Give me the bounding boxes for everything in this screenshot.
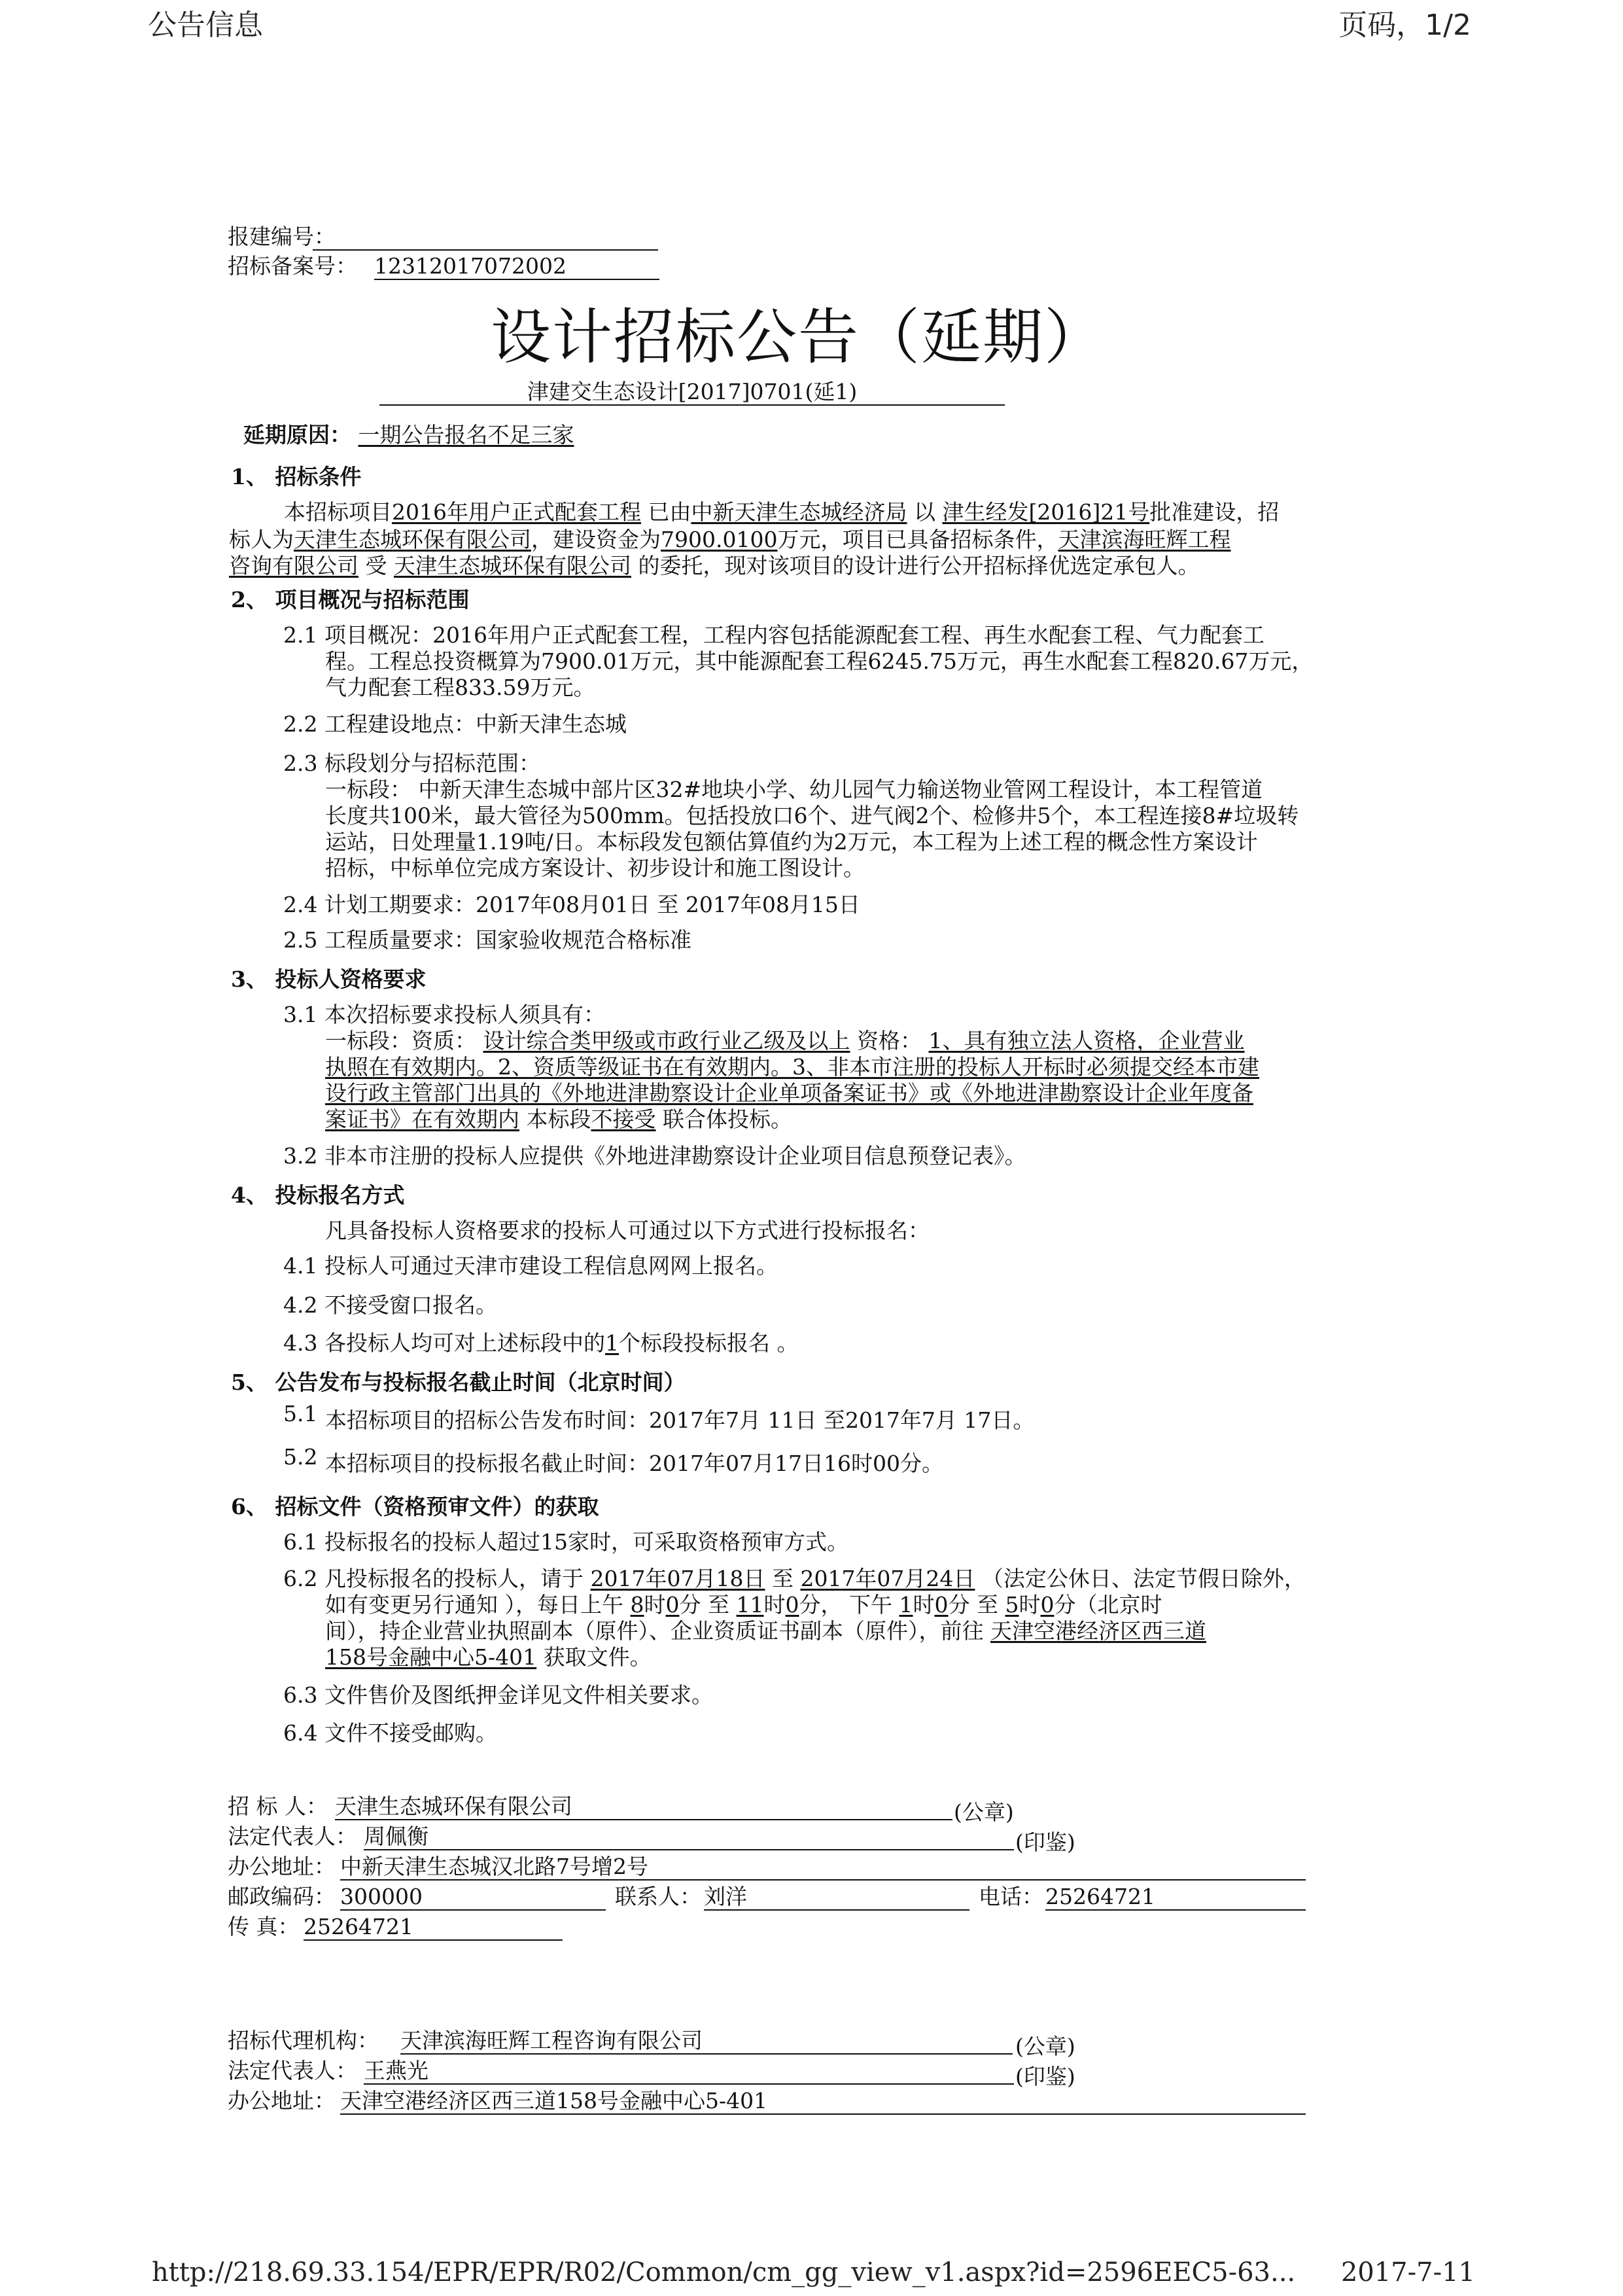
tenderer-zip-label: 邮政编码： bbox=[228, 1884, 336, 1909]
section-2-heading: 2、 项目概况与招标范围 bbox=[231, 587, 470, 612]
tenderer-name: 天津生态城环保有限公司 bbox=[335, 1795, 952, 1820]
document-number: 津建交生态设计[2017]0701(延1) bbox=[379, 381, 1005, 406]
tenderer-name-seal: (公章) bbox=[954, 1799, 1014, 1825]
s1-line-2: 标人为天津生态城环保有限公司，建设资金为7900.0100万元，项目已具备招标条件，天津滨海旺辉工程 bbox=[229, 527, 1231, 552]
zbba-label: 招标备案号： bbox=[228, 253, 357, 279]
s3-line-2: 执照在有效期内。2、资质等级证书在有效期内。3、非本市注册的投标人开标时必须提交经本市建 bbox=[325, 1054, 1259, 1080]
header-left: 公告信息 bbox=[148, 9, 263, 42]
s2-3-line-1: 一标段： 中新天津生态城中部片区32#地块小学、幼儿园气力输送物业管网工程设计，本工程管道 bbox=[325, 777, 1263, 802]
s6-2-line-3: 间），持企业营业执照副本（原件）、企业资质证书副本（原件），前往 天津空港经济区西三道 bbox=[325, 1618, 1206, 1644]
s4-1: 4.1 投标人可通过天津市建设工程信息网网上报名。 bbox=[283, 1253, 778, 1279]
s2-1-line-2: 程。工程总投资概算为7900.01万元，其中能源配套工程6245.75万元，再生水配套工程820.67万元， bbox=[325, 648, 1314, 674]
s4-2: 4.2 不接受窗口报名。 bbox=[283, 1292, 497, 1318]
tenderer-rep: 周佩衡 bbox=[364, 1826, 1014, 1850]
footer-date: 2017-7-11 bbox=[1340, 2257, 1475, 2287]
agent-name-seal: (公章) bbox=[1015, 2034, 1075, 2059]
s2-3-line-3: 运站，日处理量1.19吨/日。本标段发包额估算值约为2万元，本工程为上述工程的概念性方案设计 bbox=[325, 829, 1258, 855]
s6-1: 6.1 投标报名的投标人超过15家时，可采取资格预审方式。 bbox=[283, 1529, 848, 1555]
agent-addr: 天津空港经济区西三道158号金融中心5-401 bbox=[340, 2090, 1306, 2115]
bjbh-value bbox=[313, 226, 658, 251]
s2-3-line-2: 长度共100米，最大管径为500mm。包括投放口6个、进气阀2个、检修井5个，本工程连接8#垃圾转 bbox=[325, 803, 1299, 828]
tenderer-rep-seal: (印鉴) bbox=[1015, 1829, 1075, 1855]
tenderer-tel: 25264721 bbox=[1045, 1886, 1306, 1911]
tenderer-tel-label: 电话： bbox=[979, 1884, 1043, 1909]
s3-line-1: 一标段：资质： 设计综合类甲级或市政行业乙级及以上 资格： 1、具有独立法人资格，企业营业 bbox=[325, 1028, 1245, 1053]
section-6-heading: 6、 招标文件（资格预审文件）的获取 bbox=[231, 1494, 599, 1519]
s5-2: 本招标项目的投标报名截止时间：2017年07月17日16时00分。 bbox=[325, 1451, 943, 1476]
s2-5: 2.5 工程质量要求：国家验收规范合格标准 bbox=[283, 927, 691, 953]
tenderer-addr-label: 办公地址： bbox=[228, 1854, 336, 1879]
s3-2: 3.2 非本市注册的投标人应提供《外地进津勘察设计企业项目信息预登记表》。 bbox=[283, 1143, 1026, 1169]
tenderer-fax: 25264721 bbox=[304, 1916, 563, 1941]
s3-line-3: 设行政主管部门出具的《外地进津勘察设计企业单项备案证书》或《外地进津勘察设计企业年度备 bbox=[325, 1080, 1253, 1106]
footer-url: http://218.69.33.154/EPR/EPR/R02/Common/cm_gg_view_v1.aspx?id=2596EEC5-63... bbox=[152, 2257, 1296, 2287]
s4-3: 4.3 各投标人均可对上述标段中的1个标段投标报名 。 bbox=[283, 1330, 799, 1356]
section-3-heading: 3、 投标人资格要求 bbox=[231, 966, 427, 992]
s5-1-number: 5.1 bbox=[283, 1401, 318, 1426]
section-1-heading: 1、 招标条件 bbox=[231, 464, 362, 489]
s6-2-line-4: 158号金融中心5-401 获取文件。 bbox=[325, 1644, 652, 1670]
section-4-heading: 4、 投标报名方式 bbox=[231, 1182, 405, 1208]
s1-line-3: 咨询有限公司 受 天津生态城环保有限公司 的委托，现对该项目的设计进行公开招标择优选定承包人。 bbox=[229, 553, 1200, 578]
bjbh-label: 报建编号： bbox=[228, 224, 336, 249]
tenderer-contact-label: 联系人： bbox=[615, 1884, 701, 1909]
agent-rep: 王燕光 bbox=[364, 2060, 1014, 2085]
agent-addr-label: 办公地址： bbox=[228, 2088, 336, 2113]
page-title: 设计招标公告（延期） bbox=[491, 302, 1106, 372]
s2-3-heading: 2.3 标段划分与招标范围： bbox=[283, 751, 540, 776]
s3-line-4: 案证书》在有效期内 本标段不接受 联合体投标。 bbox=[325, 1106, 792, 1132]
s6-2-line-1: 6.2 凡投标报名的投标人，请于 2017年07月18日 至 2017年07月24日 （法定公休日、法定节假日除外， bbox=[283, 1566, 1306, 1591]
header-page-number: 页码，1/2 bbox=[1338, 9, 1471, 42]
agent-name: 天津滨海旺辉工程咨询有限公司 bbox=[400, 2030, 1013, 2055]
s2-2: 2.2 工程建设地点：中新天津生态城 bbox=[283, 711, 627, 737]
agent-name-label: 招标代理机构： bbox=[228, 2028, 379, 2053]
agent-rep-label: 法定代表人： bbox=[228, 2058, 357, 2083]
s5-1: 本招标项目的招标公告发布时间：2017年7月 11日 至2017年7月 17日。 bbox=[325, 1407, 1035, 1433]
tenderer-fax-label: 传 真： bbox=[228, 1914, 300, 1939]
s1-line-1: 本招标项目2016年用户正式配套工程 已由中新天津生态城经济局 以 津生经发[2016]21号批准建设，招 bbox=[284, 499, 1280, 525]
tenderer-addr: 中新天津生态城汉北路7号增2号 bbox=[340, 1856, 1306, 1881]
tenderer-zip: 300000 bbox=[340, 1886, 606, 1911]
s3-1: 3.1 本次招标要求投标人须具有： bbox=[283, 1002, 605, 1027]
delay-reason-label: 延期原因： bbox=[243, 422, 351, 448]
s6-4: 6.4 文件不接受邮购。 bbox=[283, 1720, 497, 1746]
s2-1-line-1: 2.1 项目概况：2016年用户正式配套工程，工程内容包括能源配套工程、再生水配套工程、气力配套工 bbox=[283, 622, 1265, 648]
delay-reason-value: 一期公告报名不足三家 bbox=[358, 422, 574, 448]
agent-rep-seal: (印鉴) bbox=[1015, 2064, 1075, 2089]
tenderer-contact: 刘洋 bbox=[704, 1886, 969, 1911]
s4-intro: 凡具备投标人资格要求的投标人可通过以下方式进行投标报名： bbox=[325, 1218, 930, 1243]
s2-1-line-3: 气力配套工程833.59万元。 bbox=[325, 675, 595, 700]
s5-2-number: 5.2 bbox=[283, 1444, 318, 1470]
s2-3-line-4: 招标，中标单位完成方案设计、初步设计和施工图设计。 bbox=[325, 855, 865, 881]
s2-4: 2.4 计划工期要求：2017年08月01日 至 2017年08月15日 bbox=[283, 892, 860, 917]
s6-3: 6.3 文件售价及图纸押金详见文件相关要求。 bbox=[283, 1682, 713, 1708]
tenderer-name-label: 招 标 人： bbox=[228, 1793, 328, 1819]
tenderer-rep-label: 法定代表人： bbox=[228, 1824, 357, 1849]
s6-2-line-2: 如有变更另行通知 ），每日上午 8时0分 至 11时0分， 下午 1时0分 至 5时0分（北京时 bbox=[325, 1592, 1162, 1617]
zbba-value: 12312017072002 bbox=[374, 255, 659, 280]
section-5-heading: 5、 公告发布与投标报名截止时间（北京时间） bbox=[231, 1369, 686, 1395]
